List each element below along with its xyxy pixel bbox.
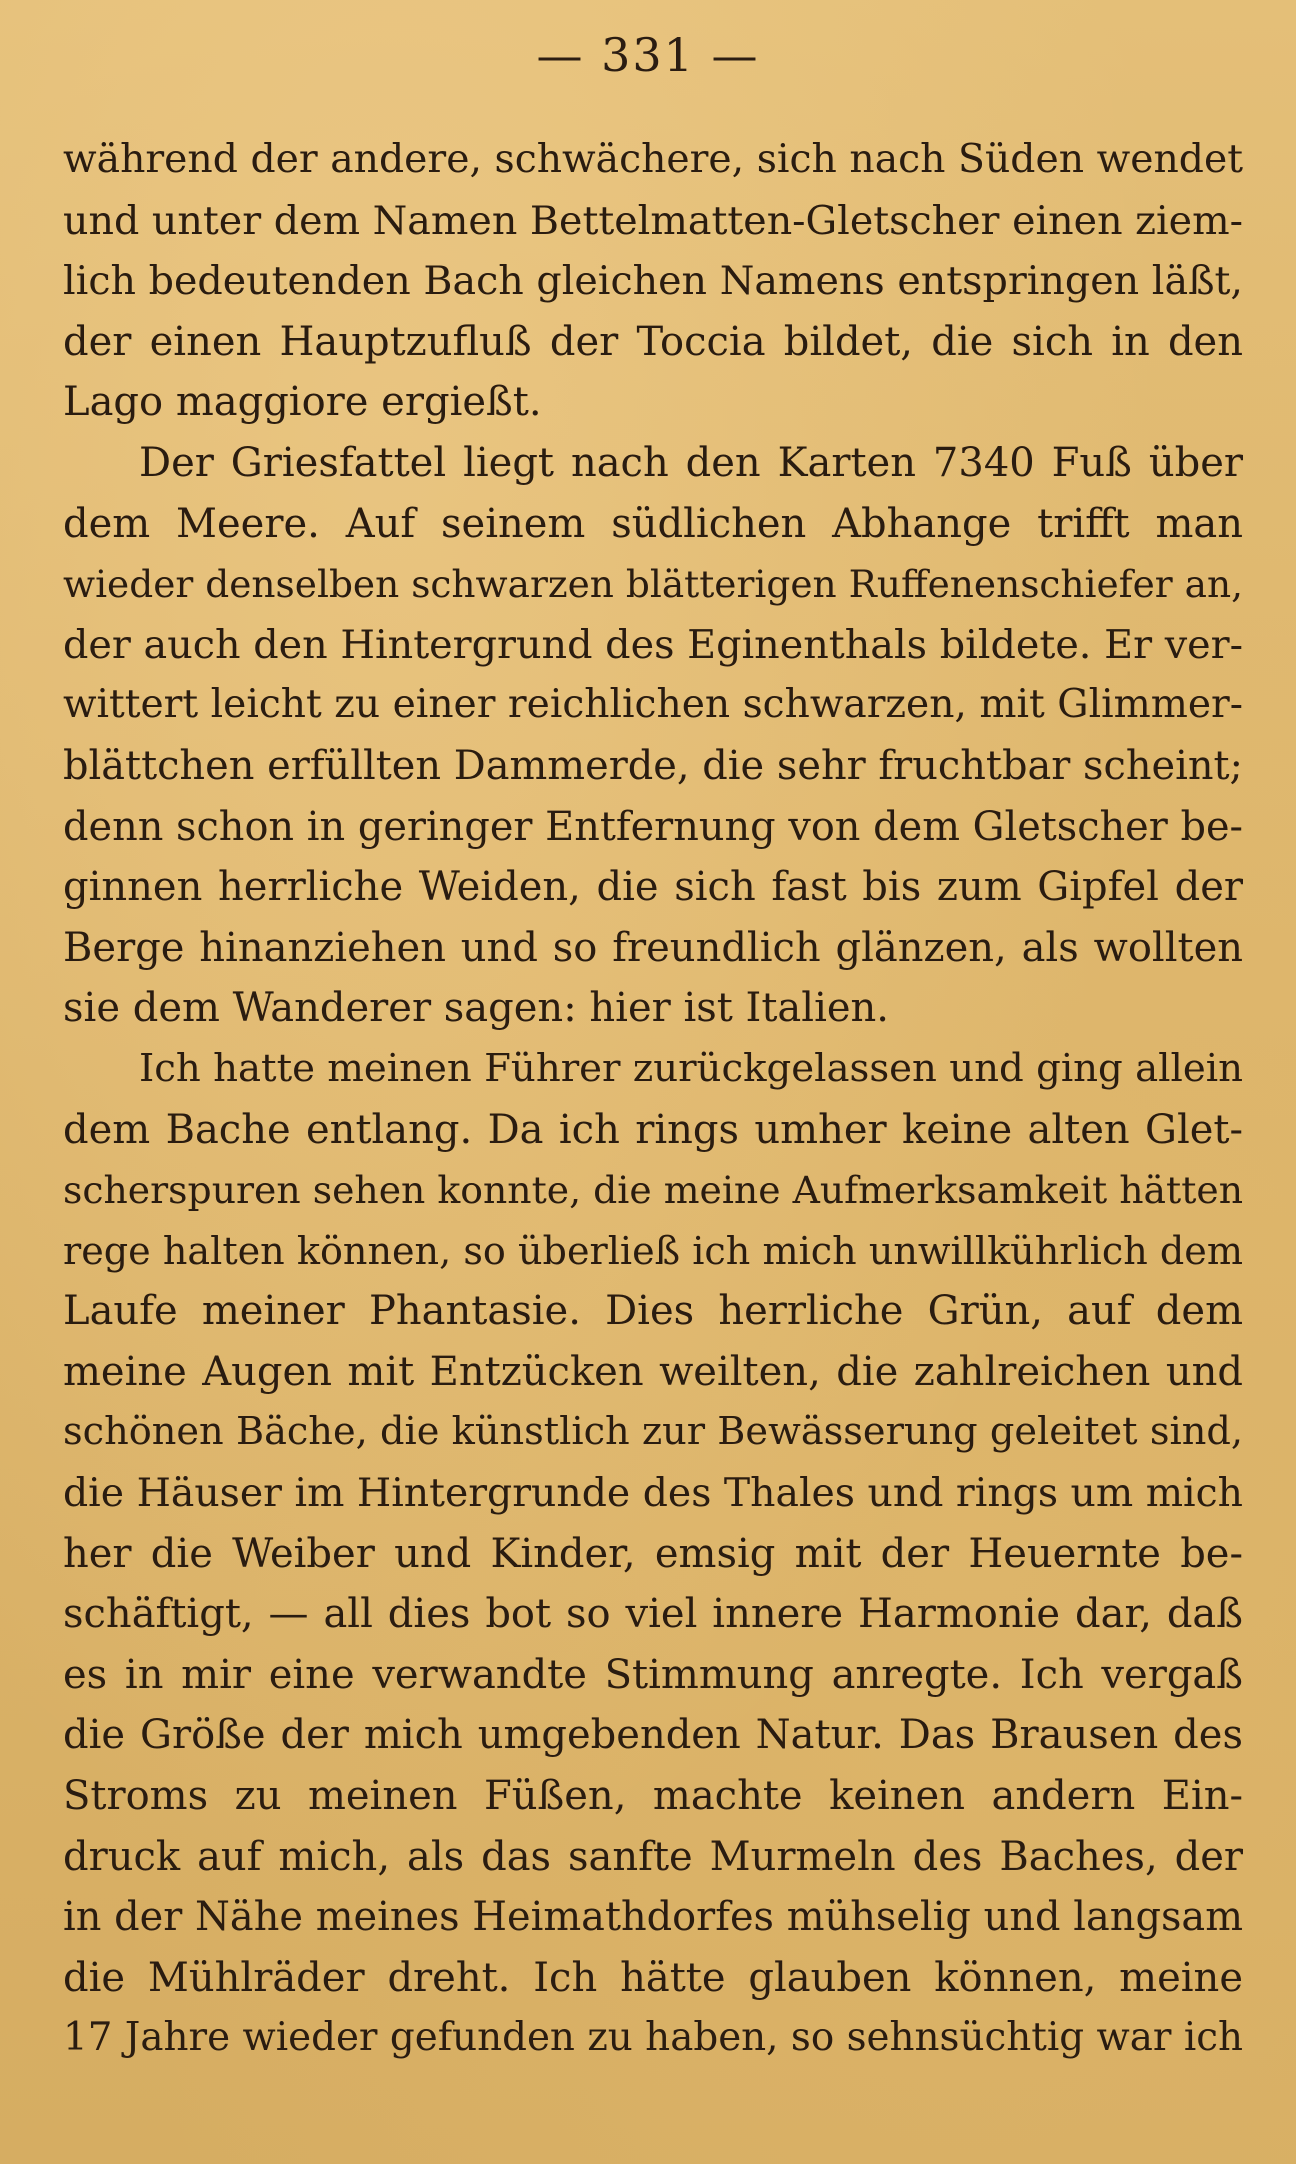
text-line: ginnen herrliche Weiden, die sich fast bis zum Gipfel der	[63, 864, 1243, 911]
text-line: Der Griesfattel liegt nach den Karten 7340 Fuß über	[139, 439, 1243, 486]
text-line: rege halten können, so überließ ich mich unwillkührlich dem	[63, 1228, 1243, 1273]
text-line: lich bedeutenden Bach gleichen Namens entspringen läßt,	[63, 258, 1243, 305]
text-line: druck auf mich, als das sanfte Murmeln des Baches, der	[63, 1833, 1243, 1880]
text-line: und unter dem Namen Bettelmatten-Gletscher einen ziem-	[63, 197, 1243, 244]
text-line: dem Bache entlang. Da ich rings umher keine alten Glet-	[63, 1106, 1243, 1153]
text-line: Stroms zu meinen Füßen, machte keinen andern Ein-	[63, 1773, 1243, 1820]
page-number: — 331 —	[536, 28, 760, 82]
text-line: schäftigt, — all dies bot so viel innere Harmonie dar, daß	[63, 1591, 1243, 1638]
text-line: es in mir eine verwandte Stimmung anregte. Ich vergaß	[63, 1651, 1243, 1698]
text-line: meine Augen mit Entzücken weilten, die zahlreichen und	[63, 1348, 1243, 1395]
text-line: die Häuser im Hintergrunde des Thales und rings um mich	[63, 1470, 1243, 1517]
text-line: in der Nähe meines Heimathdorfes mühselig und langsam	[63, 1894, 1243, 1941]
body-text	[63, 130, 1243, 2069]
text-line: Ich hatte meinen Führer zurückgelassen und ging allein	[139, 1045, 1243, 1091]
text-line: schönen Bäche, die künstlich zur Bewässerung geleitet sind,	[63, 1409, 1243, 1455]
text-line: während der andere, schwächere, sich nach Süden wendet	[63, 137, 1243, 182]
text-line: sie dem Wanderer sagen: hier ist Italien.	[63, 985, 890, 1032]
text-line: blättchen erfüllten Dammerde, die sehr fruchtbar scheint;	[63, 742, 1243, 789]
text-line: 17 Jahre wieder gefunden zu haben, so sehnsüchtig war ich	[63, 2015, 1243, 2061]
text-line: wittert leicht zu einer reichlichen schwarzen, mit Glimmer-	[63, 682, 1243, 728]
text-line: denn schon in geringer Entfernung von dem Gletscher be-	[63, 803, 1243, 850]
text-line: scherspuren sehen konnte, die meine Aufmerksamkeit hätten	[63, 1168, 1243, 1213]
text-line: Berge hinanziehen und so freundlich glänzen, als wollten	[63, 924, 1243, 971]
text-line: dem Meere. Auf seinem südlichen Abhange trifft man	[63, 500, 1243, 547]
text-line: die Mühlräder dreht. Ich hätte glauben können, meine	[63, 1954, 1243, 2001]
text-line: wieder denselben schwarzen blätterigen Ruffenenschiefer an,	[63, 562, 1243, 607]
text-line: Laufe meiner Phantasie. Dies herrliche Grün, auf dem	[63, 1288, 1243, 1335]
text-line: der einen Hauptzufluß der Toccia bildet, die sich in den	[63, 318, 1243, 365]
text-line: Lago maggiore ergießt.	[63, 379, 542, 426]
text-line: der auch den Hintergrund des Eginenthals bildete. Er ver-	[63, 621, 1243, 668]
text-line: die Größe der mich umgebenden Natur. Das Brausen des	[63, 1712, 1243, 1759]
text-line: her die Weiber und Kinder, emsig mit der Heuernte be-	[63, 1530, 1243, 1577]
